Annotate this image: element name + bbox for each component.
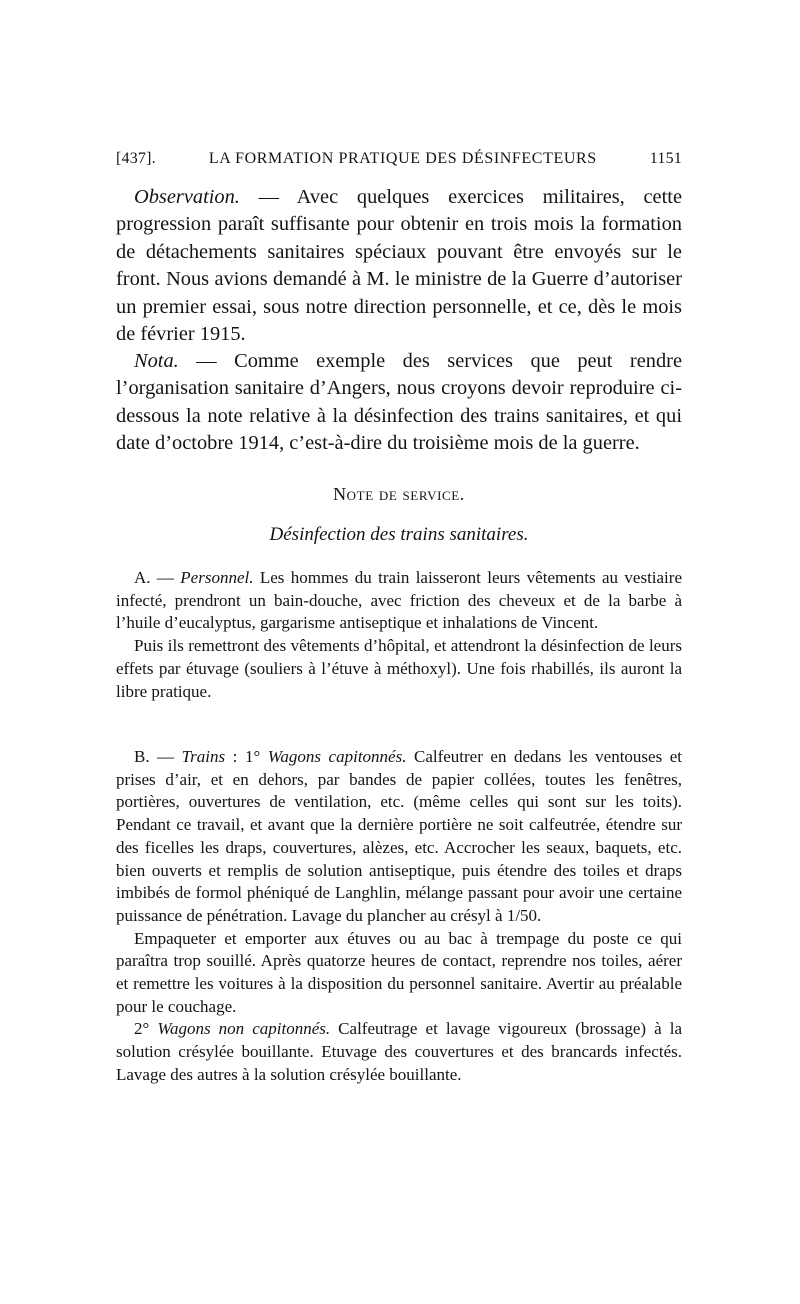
observation-block	[116, 184, 682, 348]
nota-text: — Comme exemple des services que peut rendre l’organisation sanitaire d’Angers, nous croyons devoir reproduire ci-dessous la note relative à la désinfection des trains sanitaires, et qui date d’octobre 1914, c’est-à-dire du troisième mois de la guerre.	[116, 350, 682, 455]
note-heading	[116, 482, 682, 506]
item1-label: Wagons capitonnés.	[267, 747, 407, 766]
section-b-label: Trains	[181, 747, 226, 766]
section-b	[116, 746, 682, 1087]
item2-label: Wagons non capitonnés.	[157, 1019, 331, 1039]
section-b-paragraph-2: Empaqueter et emporter aux étuves ou au bac à trempage du poste ce qui paraîtra trop souillé. Après quatorze heures de contact, reprendre nos toiles, aérer et remettre les voitures à la disposition du personnel sanitaire. Avertir au préalable pour le couchage.	[116, 928, 682, 1016]
note-subtitle: Désinfection des trains sanitaires.	[269, 524, 529, 545]
section-a-paragraph-2: Puis ils remettront des vêtements d’hôpital, et attendront la désinfection de leurs effets par étuvage (souliers à l’étuve à méthoxyl). Une fois rhabillés, ils auront la libre pratique.	[116, 636, 682, 701]
section-a-label: Personnel.	[180, 568, 254, 587]
observation-text: — Avec quelques exercices militaires, cette progression paraît suffisante pour obtenir en trois mois la formation de détachements sanitaires spéciaux pouvant être envoyés sur le front. Nous avions demandé à M. le ministre de la Guerre d’autoriser un premier essai, sous notre direction personnelle, et ce, dès le mois de février 1915.	[116, 186, 682, 346]
note-title: Note de service.	[333, 484, 465, 504]
section-b-paragraph-1: B. — Trains : 1° Wagons capitonnés. Calfeutrer en dedans les ventouses et prises d’air, et en dehors, par bandes de papier collées, toutes les fenêtres, portières, ouvertures de ventilation, etc. (même celles qui sont sur les toits). Pendant ce travail, et avant que la dernière portière ne soit calfeutrée, étendre sur des ficelles les draps, couvertures, alèzes, etc. Accrocher les seaux, baquets, etc. bien ouverts et remplis de solution antiseptique, puis étendre des toiles et draps imbibés de formol phéniqué de Langhlin, mélange passant pour avoir une certaine puissance de pénétration. Lavage du plancher au crésyl à 1/50.	[116, 747, 683, 925]
header-title: LA FORMATION PRATIQUE DES DÉSINFECTEURS	[208, 150, 597, 167]
section-marker: [437].	[116, 150, 156, 167]
note-subheading	[116, 522, 682, 548]
nota-label: Nota.	[134, 350, 179, 372]
nota-paragraph	[116, 348, 682, 458]
section-a-paragraph-1: A. — Personnel. Les hommes du train laisseront leurs vêtements au vestiaire infecté, prendront un bain-douche, avec friction des cheveux et de la barbe à l’huile d’eucalyptus, gargarisme antiseptique et inhalations de Vincent.	[116, 568, 682, 633]
section-a	[116, 567, 682, 703]
observation-label: Observation.	[134, 186, 240, 208]
observation-paragraph	[116, 184, 682, 348]
section-b-paragraph-3: 2° Wagons non capitonnés. Calfeutrage et lavage vigoureux (brossage) à la solution crésylée bouillante. Etuvage des couvertures et des brancards infectés. Lavage des autres à la solution crésylée bouillante.	[116, 1019, 683, 1084]
page-number: 1151	[649, 150, 682, 167]
nota-block	[116, 348, 682, 458]
running-header	[116, 150, 682, 168]
